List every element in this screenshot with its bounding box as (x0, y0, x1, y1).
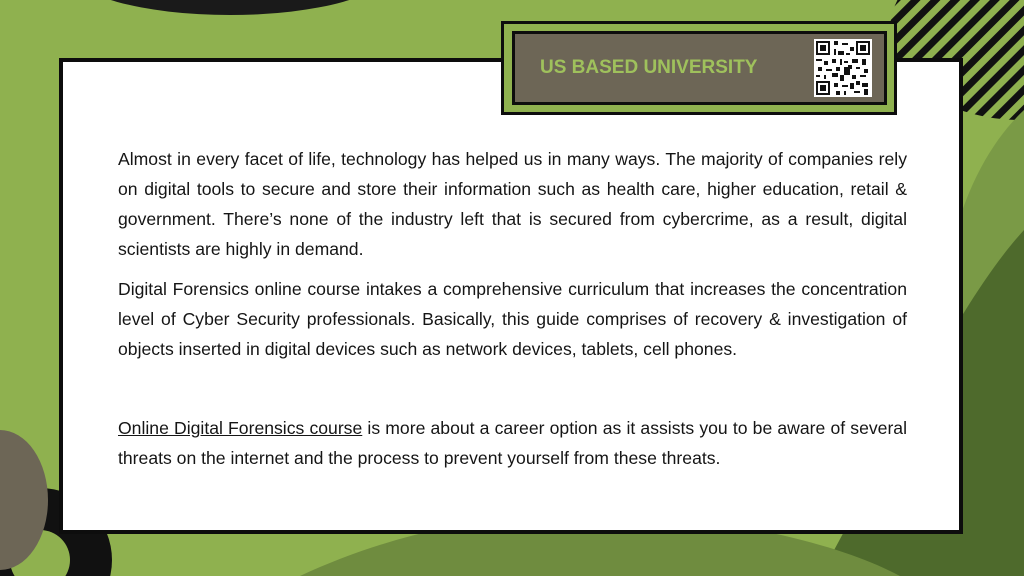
course-description-paragraph: Digital Forensics online course intakes a comprehensive curriculum that increases the concentration level of Cyber Security professionals. Basically, this guide comprises of recovery & investigation of objects inserted in digital devices such as network devices, tablets, cell phones. (118, 279, 907, 359)
top-left-dark-shape (70, 0, 390, 15)
career-paragraph-text: is more about a career option as it assists you to be aware of several threats on the internet and the process to prevent yourself from these threats. (118, 418, 907, 468)
career-paragraph (118, 413, 907, 473)
university-title: US BASED UNIVERSITY (540, 57, 758, 78)
qr-code-icon[interactable] (814, 39, 872, 97)
course-link[interactable]: Online Digital Forensics course (118, 418, 363, 438)
intro-paragraph: Almost in every facet of life, technology has helped us in many ways. The majority of companies rely on digital tools to secure and store their information such as health care, higher education, retail & government. There’s none of the industry left that is secured from cybercrime, as a result, digital scientists are highly in demand. (118, 149, 907, 259)
